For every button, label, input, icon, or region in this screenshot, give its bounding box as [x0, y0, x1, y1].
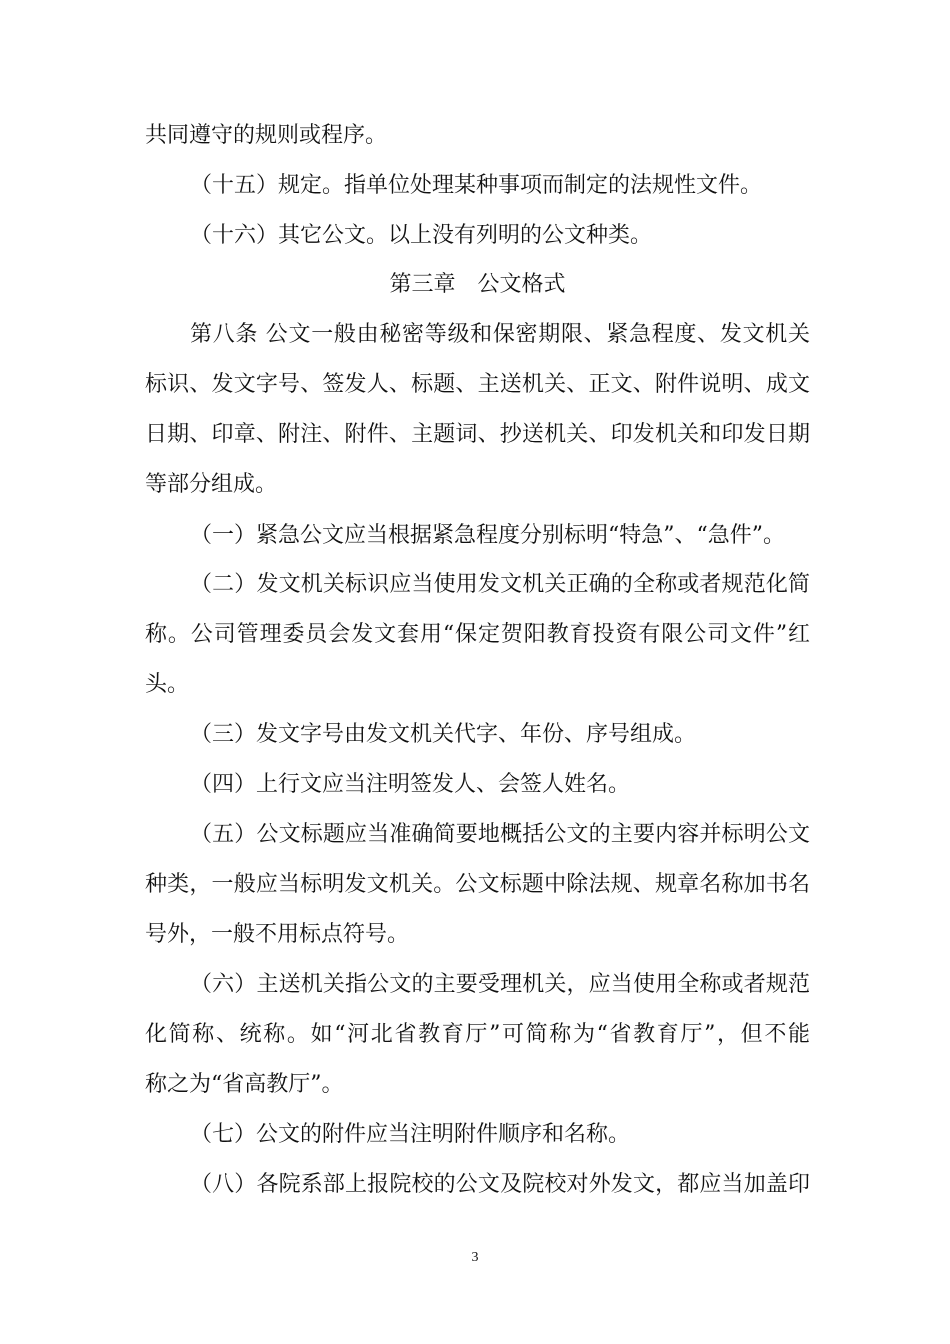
paragraph-line: （七）公文的附件应当注明附件顺序和名称。 — [190, 1122, 631, 1147]
paragraph-line: 称。公司管理委员会发文套用“保定贺阳教育投资有限公司文件”红 — [145, 622, 810, 647]
paragraph-line: 号外，一般不用标点符号。 — [145, 922, 410, 947]
paragraph-line: （四）上行文应当注明签发人、会签人姓名。 — [190, 772, 631, 797]
paragraph-line: 等部分组成。 — [145, 472, 278, 497]
paragraph-line: 化简称、统称。如“河北省教育厅”可简称为“省教育厅”，但不能 — [145, 1022, 810, 1047]
chapter-heading: 第三章 公文格式 — [389, 272, 566, 297]
paragraph-line: （十五）规定。指单位处理某种事项而制定的法规性文件。 — [190, 173, 763, 198]
paragraph-line: （二）发文机关标识应当使用发文机关正确的全称或者规范化简 — [190, 572, 810, 597]
paragraph-line: 头。 — [145, 672, 190, 697]
paragraph-line: 称之为“省高教厅”。 — [145, 1072, 344, 1097]
page-number: 3 — [471, 1250, 479, 1265]
paragraph-line: 标识、发文字号、签发人、标题、主送机关、正文、附件说明、成文 — [145, 372, 810, 397]
paragraph-line: （一）紧急公文应当根据紧急程度分别标明“特急”、“急件”。 — [190, 523, 785, 548]
paragraph-line: （八）各院系部上报院校的公文及院校对外发文，都应当加盖印 — [190, 1172, 810, 1197]
paragraph-line: 日期、印章、附注、附件、主题词、抄送机关、印发机关和印发日期 — [145, 422, 810, 447]
paragraph-line: （六）主送机关指公文的主要受理机关，应当使用全称或者规范 — [190, 972, 810, 997]
paragraph-line: 种类，一般应当标明发文机关。公文标题中除法规、规章名称加书名 — [145, 872, 810, 897]
paragraph-line: （三）发文字号由发文机关代字、年份、序号组成。 — [190, 722, 697, 747]
paragraph-line: 第八条 公文一般由秘密等级和保密期限、紧急程度、发文机关 — [190, 322, 810, 347]
paragraph-line: （十六）其它公文。以上没有列明的公文种类。 — [190, 223, 653, 248]
paragraph-line: （五）公文标题应当准确简要地概括公文的主要内容并标明公文 — [190, 822, 810, 847]
paragraph-line: 共同遵守的规则或程序。 — [145, 123, 388, 148]
